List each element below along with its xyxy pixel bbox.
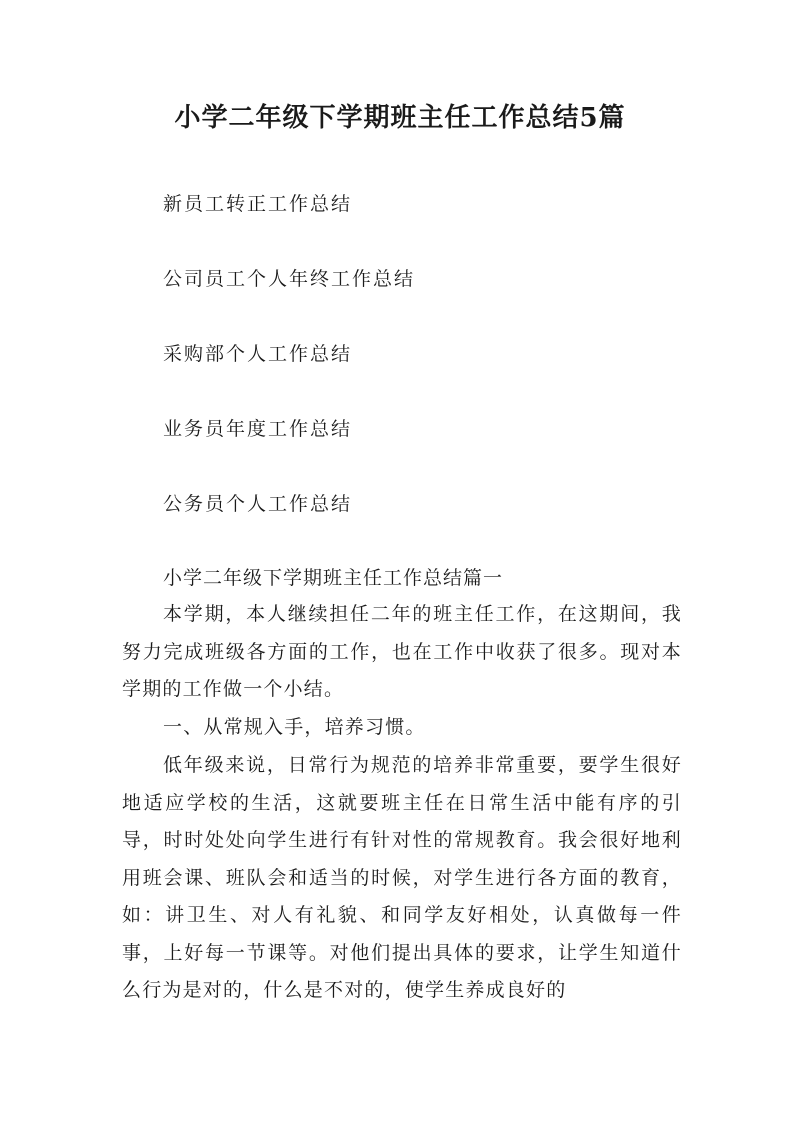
related-link-3[interactable]: 采购部个人工作总结 (163, 343, 353, 365)
document-title: 小学二年级下学期班主任工作总结5篇 (174, 103, 626, 133)
related-link-2[interactable]: 公司员工个人年终工作总结 (163, 268, 416, 290)
section-heading: 小学二年级下学期班主任工作总结篇一 (163, 567, 504, 589)
paragraph-body: 低年级来说，日常行为规范的培养非常重要，要学生很好地适应学校的生活，这就要班主任在日常生活中能有序的引导，时时处处向学生进行有针对性的常规教育。我会很好地利用班会课、班队会和适当的时候，对学生进行各方面的教育，如：讲卫生、对人有礼貌、和同学友好相处，认真做每一件事，上好每一节课等。对他们提出具体的要求，让学生知道什么行为是对的，什么是不对的，使学生养成良好的 (122, 754, 682, 1001)
paragraph-intro: 本学期，本人继续担任二年的班主任工作，在这期间，我努力完成班级各方面的工作，也在工作中收获了很多。现对本学期的工作做一个小结。 (122, 603, 682, 700)
related-link-1[interactable]: 新员工转正工作总结 (163, 193, 353, 215)
related-link-5[interactable]: 公务员个人工作总结 (163, 493, 353, 515)
paragraph-subheading: 一、从常规入手，培养习惯。 (163, 716, 426, 738)
related-link-4[interactable]: 业务员年度工作总结 (163, 418, 353, 440)
